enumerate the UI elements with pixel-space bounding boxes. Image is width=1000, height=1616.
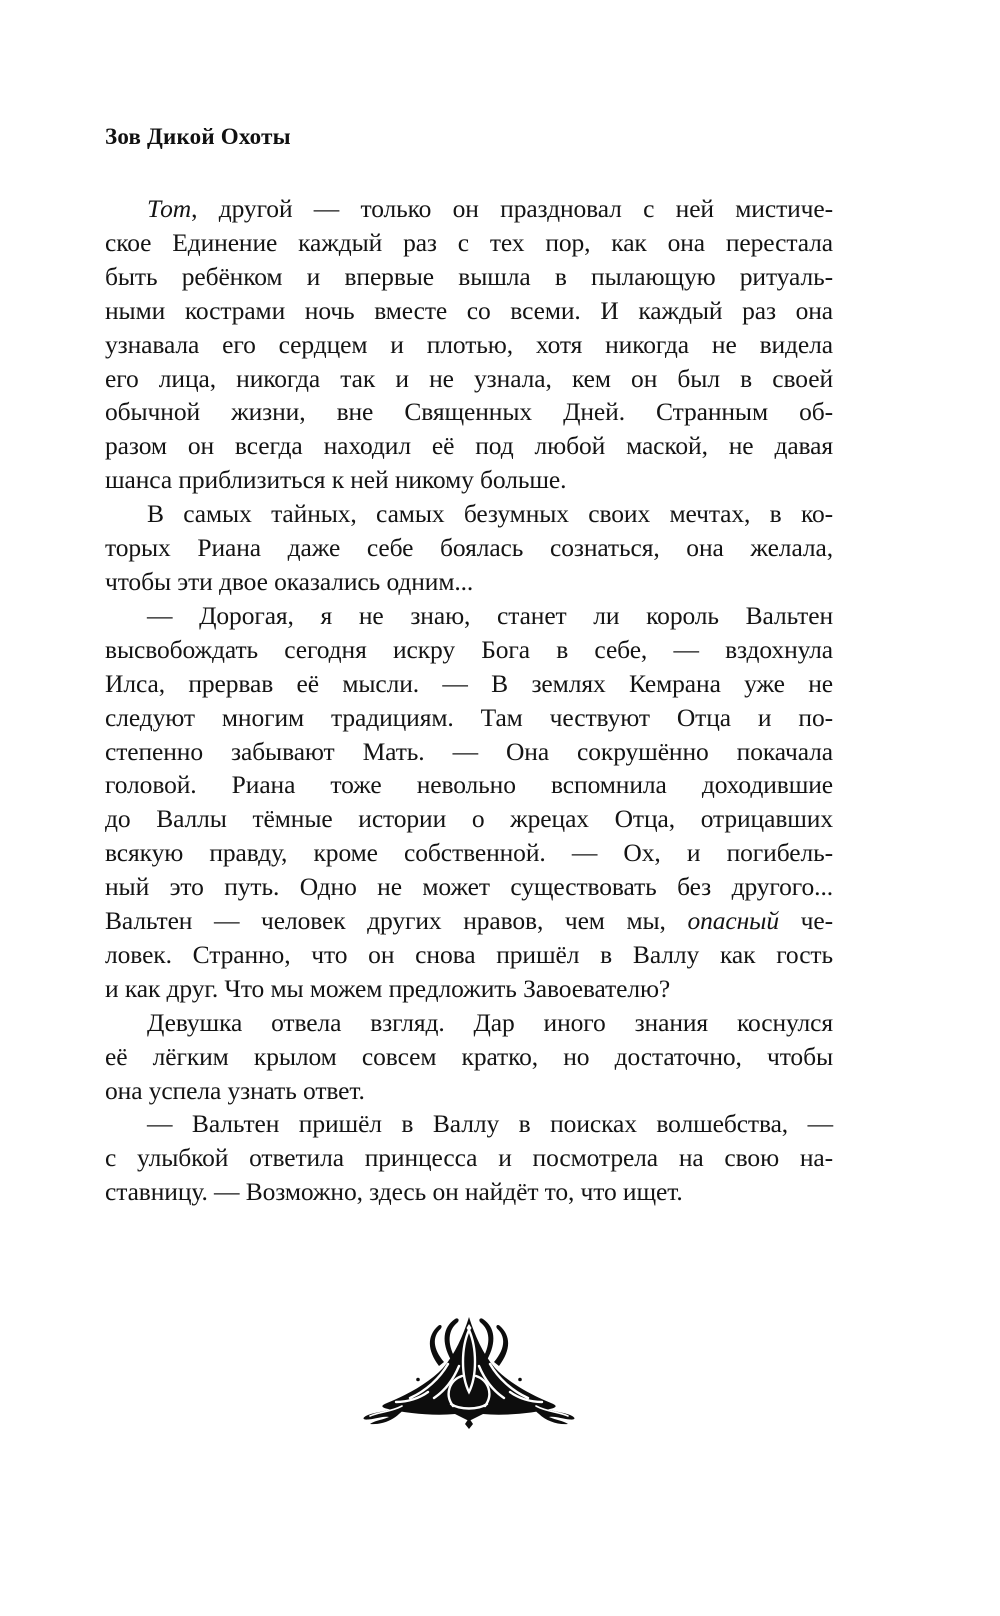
text-line bbox=[105, 395, 833, 429]
text-line bbox=[105, 294, 833, 328]
text-segment: её лёгким крылом совсем кратко, но достаточно, чтобы bbox=[105, 1041, 833, 1071]
text-block bbox=[105, 192, 833, 1209]
text-line bbox=[105, 904, 833, 938]
text-segment: Вальтен — человек других нравов, чем мы, bbox=[105, 906, 688, 936]
paragraph bbox=[105, 192, 833, 497]
text-line bbox=[105, 1107, 833, 1141]
text-segment: шанса приблизиться к ней никому больше. bbox=[105, 465, 567, 495]
text-line bbox=[105, 633, 833, 667]
text-segment: ными кострами ночь вместе со всеми. И каждый раз она bbox=[105, 295, 833, 325]
paragraph bbox=[105, 497, 833, 599]
text-line bbox=[105, 1040, 833, 1074]
text-line bbox=[105, 226, 833, 260]
paragraph bbox=[105, 599, 833, 1006]
text-segment: она успела узнать ответ. bbox=[105, 1075, 365, 1105]
text-segment: торых Риана даже себе боялась сознаться, она желала, bbox=[105, 533, 833, 563]
text-segment: — Вальтен пришёл в Валлу в поисках волшебства, — bbox=[147, 1109, 833, 1139]
text-line bbox=[105, 735, 833, 769]
text-segment: че- bbox=[779, 906, 833, 936]
text-line bbox=[105, 192, 833, 226]
text-segment: разом он всегда находил её под любой маской, не давая bbox=[105, 431, 833, 461]
text-segment: следуют многим традициям. Там чествуют Отца и по- bbox=[105, 702, 833, 732]
text-segment: до Валлы тёмные истории о жрецах Отца, отрицавших bbox=[105, 804, 833, 834]
paragraph bbox=[105, 1006, 833, 1108]
text-segment: Девушка отвела взгляд. Дар иного знания коснулся bbox=[147, 1007, 833, 1037]
text-line bbox=[105, 667, 833, 701]
text-line bbox=[105, 701, 833, 735]
text-line bbox=[105, 768, 833, 802]
text-line bbox=[105, 565, 833, 599]
text-segment: высвобождать сегодня искру Бога в себе, — вздохнула bbox=[105, 634, 833, 664]
text-segment: ный это путь. Одно не может существовать без другого... bbox=[105, 872, 833, 902]
text-line bbox=[105, 531, 833, 565]
text-line bbox=[105, 1141, 833, 1175]
text-segment: степенно забывают Мать. — Она сокрушённо покачала bbox=[105, 736, 833, 766]
text-segment: — Дорогая, я не знаю, станет ли король Вальтен bbox=[147, 600, 833, 630]
text-segment: , другой — только он праздновал с ней мистиче- bbox=[191, 194, 833, 223]
text-line bbox=[105, 972, 833, 1006]
text-segment: обычной жизни, вне Священных Дней. Странным об- bbox=[105, 397, 833, 427]
text-segment: ставницу. — Возможно, здесь он найдёт то, что ищет. bbox=[105, 1177, 683, 1207]
text-segment: всякую правду, кроме собственной. — Ох, и погибель- bbox=[105, 838, 833, 868]
text-line bbox=[105, 362, 833, 396]
text-segment: с улыбкой ответила принцесса и посмотрела на свою на- bbox=[105, 1143, 833, 1173]
text-line bbox=[105, 938, 833, 972]
text-segment: узнавала его сердцем и плотью, хотя никогда не видела bbox=[105, 329, 833, 359]
text-segment: и как друг. Что мы можем предложить Завоевателю? bbox=[105, 973, 671, 1003]
text-segment: Илса, прервав её мысли. — В землях Кемрана уже не bbox=[105, 668, 833, 698]
text-line bbox=[105, 260, 833, 294]
text-segment: ское Единение каждый раз с тех пор, как она перестала bbox=[105, 227, 833, 257]
text-line bbox=[105, 497, 833, 531]
italic-text: опасный bbox=[687, 906, 780, 936]
italic-text: Тот bbox=[147, 194, 192, 223]
text-line bbox=[105, 599, 833, 633]
text-segment: быть ребёнком и впервые вышла в пылающую ритуаль- bbox=[105, 261, 833, 291]
celtic-dragons-knot-ornament-icon bbox=[358, 1314, 580, 1432]
text-line bbox=[105, 1175, 833, 1209]
running-header: Зов Дикой Охоты bbox=[105, 124, 291, 149]
text-segment: чтобы эти двое оказались одним... bbox=[105, 566, 474, 596]
text-segment: головой. Риана тоже невольно вспомнила доходившие bbox=[105, 770, 833, 800]
text-line bbox=[105, 1006, 833, 1040]
paragraph bbox=[105, 1107, 833, 1209]
text-line bbox=[105, 463, 833, 497]
text-segment: его лица, никогда так и не узнала, кем он был в своей bbox=[105, 363, 833, 393]
text-line bbox=[105, 802, 833, 836]
text-segment: В самых тайных, самых безумных своих мечтах, в ко- bbox=[147, 499, 833, 529]
text-line bbox=[105, 429, 833, 463]
text-segment: ловек. Странно, что он снова пришёл в Валлу как гость bbox=[105, 939, 833, 969]
text-line bbox=[105, 328, 833, 362]
text-line bbox=[105, 1074, 833, 1108]
text-line bbox=[105, 870, 833, 904]
text-line bbox=[105, 836, 833, 870]
